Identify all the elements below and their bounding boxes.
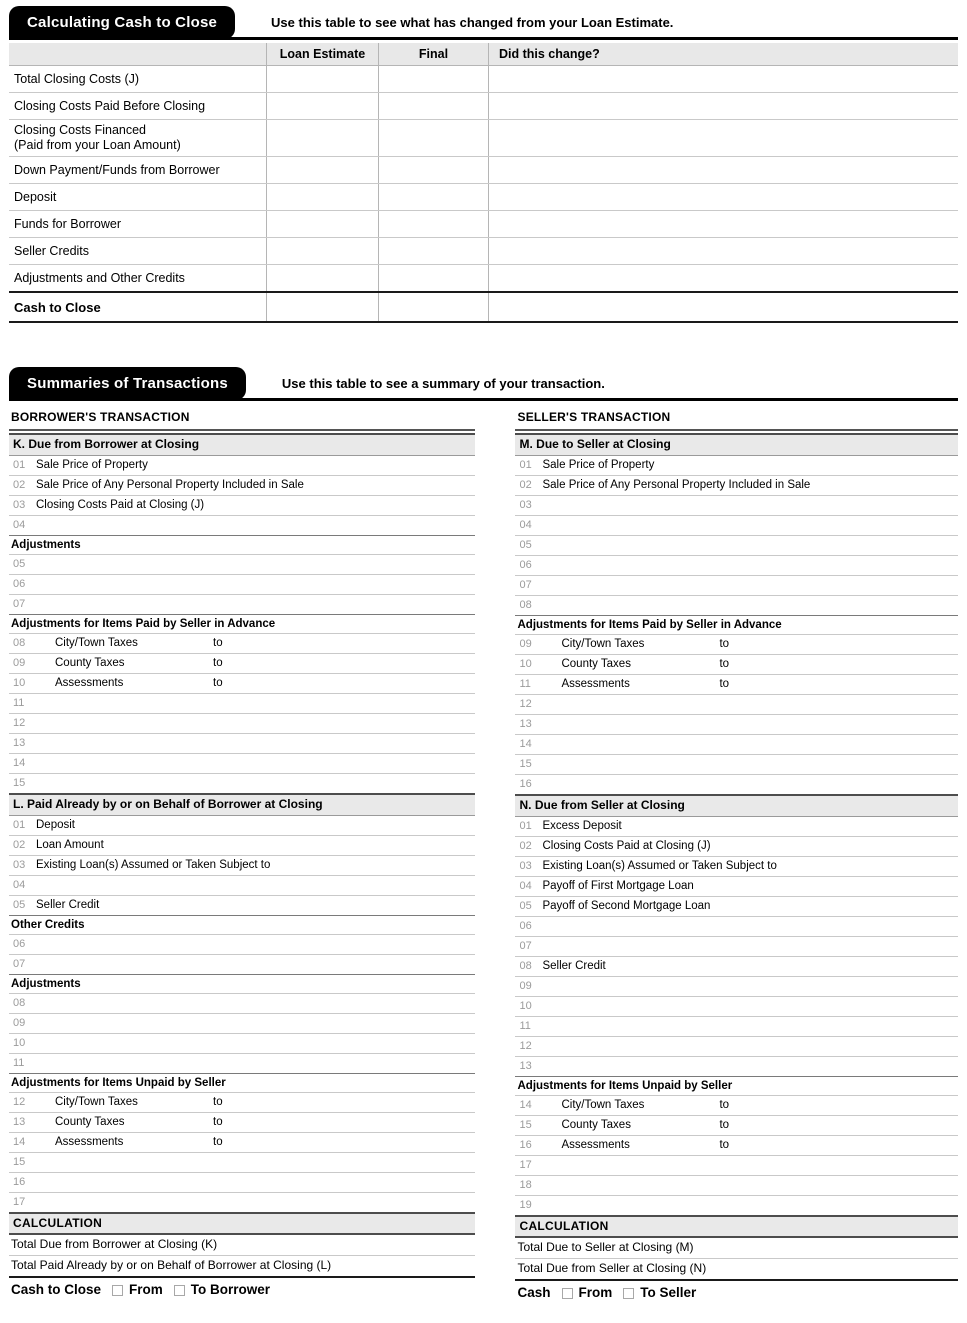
line-item-row [9,516,475,536]
loan-estimate-cell [266,120,378,156]
line-item-row [515,1176,958,1196]
to-label: to [213,657,223,670]
line-number: 10 [13,677,26,690]
summaries-of-transactions-section [9,368,958,1306]
tax-line-row [515,675,958,695]
line-number: 09 [519,638,532,651]
line-label: County Taxes [55,657,125,670]
final-cell [378,120,488,156]
subheader-row: Adjustments [9,535,475,555]
line-number: 13 [519,1060,532,1073]
row-label: Down Payment/Funds from Borrower [14,162,220,177]
row-label: Closing Costs Financed (Paid from your Loan Amount) [14,123,181,152]
row-label: Deposit [14,189,57,204]
line-item-row [515,917,958,937]
line-number: 07 [519,579,532,592]
table-row [9,184,958,211]
line-number: 15 [519,1119,532,1132]
did-this-change-cell [488,211,958,237]
did-this-change-cell [488,66,958,92]
line-item-row [9,1173,475,1193]
loan-estimate-cell [266,211,378,237]
line-label: Assessments [561,1139,630,1152]
section-band: L. Paid Already by or on Behalf of Borrower at Closing [9,793,475,816]
cash-summary-row [515,1279,958,1306]
line-label: Deposit [36,819,75,832]
seller-transaction-title: SELLER'S TRANSACTION [515,407,958,431]
table-body [9,66,958,291]
line-number: 05 [13,899,26,912]
line-item-row [515,1156,958,1176]
line-number: 03 [13,859,26,872]
line-item-row [515,1017,958,1037]
line-item-row [515,456,958,476]
line-label: Seller Credit [542,960,606,973]
final-cell [378,211,488,237]
total-row: Total Due to Seller at Closing (M) [515,1238,958,1259]
calculating-cash-to-close-section [9,7,958,323]
cash-label: Cash [517,1285,551,1301]
line-item-row [9,994,475,1014]
total-row: Total Due from Seller at Closing (N) [515,1259,958,1280]
section-header [9,7,958,40]
seller-rows [515,433,958,1306]
line-item-row [515,476,958,496]
loan-estimate-cell [266,265,378,291]
line-number: 02 [519,840,532,853]
final-cell [378,157,488,183]
section-subtitle: Use this table to see what has changed from your Loan Estimate. [271,14,674,30]
line-number: 16 [13,1176,26,1189]
tax-line-row [9,1133,475,1153]
line-number: 19 [519,1199,532,1212]
table-row [9,120,958,157]
line-number: 06 [13,578,26,591]
to-checkbox[interactable] [623,1288,634,1299]
line-item-row [9,555,475,575]
line-number: 08 [13,997,26,1010]
line-number: 02 [13,479,26,492]
borrower-transaction-column [9,407,475,1306]
did-this-change-cell [488,120,958,156]
calculating-cash-to-close-badge: Calculating Cash to Close [9,6,235,39]
line-number: 07 [13,958,26,971]
row-label: Funds for Borrower [14,216,121,231]
line-label: Excess Deposit [542,820,622,833]
did-this-change-cell [488,93,958,119]
final-cell [378,66,488,92]
loan-estimate-cell [266,157,378,183]
calculation-band: CALCULATION [515,1215,958,1238]
line-item-row [9,1193,475,1213]
line-item-row [515,817,958,837]
line-number: 14 [13,757,26,770]
line-item-row [9,694,475,714]
tax-line-row [9,654,475,674]
line-number: 03 [519,860,532,873]
line-item-row [9,1153,475,1173]
loan-estimate-cell [266,66,378,92]
column-header-did-this-change: Did this change? [488,43,958,65]
line-number: 03 [13,499,26,512]
line-label: City/Town Taxes [55,1096,138,1109]
line-number: 13 [519,718,532,731]
line-item-row [515,496,958,516]
line-item-row [9,1014,475,1034]
line-item-row [9,496,475,516]
line-number: 05 [519,900,532,913]
line-item-row [515,1057,958,1077]
line-item-row [515,556,958,576]
line-item-row [9,856,475,876]
line-number: 13 [13,737,26,750]
from-label: From [578,1285,613,1301]
seller-transaction-column [515,407,958,1306]
line-label: Seller Credit [36,899,100,912]
to-label: to [213,1096,223,1109]
table-row [9,211,958,238]
to-label: to [719,1139,730,1152]
line-label: City/Town Taxes [561,638,645,651]
line-number: 01 [13,819,26,832]
subheader-row: Adjustments [9,974,475,994]
line-number: 06 [13,938,26,951]
line-number: 17 [519,1159,532,1172]
line-number: 04 [519,880,532,893]
line-item-row [9,935,475,955]
total-row: Total Paid Already by or on Behalf of Borrower at Closing (L) [9,1256,475,1277]
line-item-row [515,977,958,997]
line-item-row [515,1196,958,1216]
line-label: City/Town Taxes [561,1099,645,1112]
line-label: Payoff of First Mortgage Loan [542,880,694,893]
line-label: County Taxes [55,1116,125,1129]
line-label: Payoff of Second Mortgage Loan [542,900,711,913]
to-label: to [213,1136,223,1149]
empty-header-cell [9,43,266,65]
table-row [9,157,958,184]
section-band: N. Due from Seller at Closing [515,794,958,817]
loan-estimate-cell [266,293,378,321]
final-cell [378,265,488,291]
did-this-change-cell [488,293,958,321]
loan-estimate-cell [266,238,378,264]
calculation-band: CALCULATION [9,1212,475,1235]
line-item-row [515,735,958,755]
line-number: 16 [519,1139,532,1152]
line-number: 04 [519,519,532,532]
to-label: To Borrower [190,1282,271,1298]
line-item-row [515,877,958,897]
line-item-row [515,1037,958,1057]
to-label: to [719,1099,730,1112]
line-item-row [9,836,475,856]
line-item-row [9,714,475,734]
to-label: to [719,658,730,671]
line-label: Sale Price of Property [542,459,655,472]
table-header-row [9,43,958,66]
subheader-row: Adjustments for Items Paid by Seller in Advance [515,615,958,635]
line-number: 15 [13,777,26,790]
line-label: Closing Costs Paid at Closing (J) [542,840,711,853]
line-number: 09 [13,1017,26,1030]
line-label: Assessments [561,678,630,691]
line-item-row [9,575,475,595]
line-number: 10 [519,1000,532,1013]
total-row: Total Due from Borrower at Closing (K) [9,1235,475,1256]
line-number: 11 [519,678,531,691]
tax-line-row [515,635,958,655]
cash-to-close-total-row [9,291,958,323]
line-number: 11 [13,697,25,710]
column-header-loan-estimate: Loan Estimate [266,43,378,65]
row-label: Cash to Close [14,299,101,315]
line-number: 10 [13,1037,26,1050]
loan-estimate-cell [266,184,378,210]
line-number: 12 [13,717,26,730]
tax-line-row [9,634,475,654]
to-label: to [213,1116,223,1129]
to-label: to [719,678,730,691]
subheader-row: Adjustments for Items Unpaid by Seller [515,1076,958,1096]
row-label: Adjustments and Other Credits [14,270,185,285]
section-subtitle: Use this table to see a summary of your transaction. [281,375,605,391]
line-item-row [515,755,958,775]
line-label: Assessments [55,1136,124,1149]
line-number: 09 [13,657,26,670]
row-label: Seller Credits [14,243,90,258]
line-number: 10 [519,658,532,671]
to-label: to [719,638,730,651]
line-label: Existing Loan(s) Assumed or Taken Subject to [542,860,777,873]
final-cell [378,93,488,119]
line-label: Sale Price of Property [36,459,148,472]
line-item-row [9,1054,475,1074]
line-number: 01 [519,459,532,472]
line-item-row [9,955,475,975]
line-number: 12 [13,1096,26,1109]
line-number: 06 [519,920,532,933]
loan-estimate-cell [266,93,378,119]
line-number: 15 [519,758,532,771]
line-number: 08 [519,960,532,973]
line-number: 01 [519,820,532,833]
line-label: County Taxes [561,658,631,671]
line-item-row [9,754,475,774]
line-number: 07 [519,940,532,953]
line-number: 03 [519,499,532,512]
section-header [9,368,958,401]
line-number: 01 [13,459,26,472]
line-number: 04 [13,879,26,892]
line-number: 09 [519,980,532,993]
line-item-row [9,734,475,754]
from-checkbox[interactable] [112,1285,123,1296]
tax-line-row [515,1116,958,1136]
line-number: 08 [519,599,532,612]
subheader-row: Adjustments for Items Paid by Seller in Advance [9,614,475,634]
cash-summary-row [9,1276,475,1303]
table-row [9,265,958,291]
cash-label: Cash to Close [11,1282,102,1298]
borrower-transaction-title: BORROWER'S TRANSACTION [9,407,475,431]
line-label: Sale Price of Any Personal Property Included in Sale [542,479,811,492]
final-cell [378,184,488,210]
line-number: 02 [519,479,532,492]
did-this-change-cell [488,157,958,183]
did-this-change-cell [488,184,958,210]
line-number: 18 [519,1179,532,1192]
line-number: 12 [519,698,532,711]
line-label: Existing Loan(s) Assumed or Taken Subject to [36,859,271,872]
subheader-row: Other Credits [9,915,475,935]
line-item-row [515,775,958,795]
line-item-row [515,536,958,556]
line-label: County Taxes [561,1119,631,1132]
line-number: 14 [519,1099,532,1112]
line-item-row [515,997,958,1017]
did-this-change-cell [488,265,958,291]
line-item-row [515,957,958,977]
column-header-final: Final [378,43,488,65]
line-item-row [515,857,958,877]
line-number: 12 [519,1040,532,1053]
table-row [9,93,958,120]
line-item-row [515,715,958,735]
to-checkbox[interactable] [174,1285,185,1296]
line-item-row [515,837,958,857]
did-this-change-cell [488,238,958,264]
line-item-row [9,876,475,896]
line-item-row [9,816,475,836]
section-band: M. Due to Seller at Closing [515,433,958,456]
tax-line-row [515,655,958,675]
line-label: Assessments [55,677,124,690]
final-cell [378,293,488,321]
table-row [9,66,958,93]
subheader-row: Adjustments for Items Unpaid by Seller [9,1073,475,1093]
line-item-row [9,896,475,916]
to-label: To Seller [640,1285,697,1301]
line-number: 11 [13,1057,25,1070]
table-row [9,238,958,265]
line-label: Loan Amount [36,839,104,852]
final-cell [378,238,488,264]
line-number: 16 [519,778,532,791]
line-number: 04 [13,519,26,532]
line-number: 05 [519,539,532,552]
tax-line-row [9,674,475,694]
section-band: K. Due from Borrower at Closing [9,433,475,456]
line-label: Closing Costs Paid at Closing (J) [36,499,205,512]
to-label: to [719,1119,730,1132]
tax-line-row [9,1093,475,1113]
line-number: 14 [519,738,532,751]
line-number: 13 [13,1116,26,1129]
line-item-row [515,596,958,616]
line-number: 15 [13,1156,26,1169]
line-item-row [9,456,475,476]
line-item-row [515,576,958,596]
line-item-row [515,516,958,536]
transaction-columns [9,407,958,1306]
line-number: 08 [13,637,26,650]
line-item-row [515,937,958,957]
from-label: From [129,1282,163,1298]
tax-line-row [515,1136,958,1156]
to-label: to [213,677,223,690]
row-label: Closing Costs Paid Before Closing [14,98,206,113]
line-number: 02 [13,839,26,852]
cash-to-close-table [9,43,958,323]
tax-line-row [9,1113,475,1133]
line-item-row [9,774,475,794]
line-number: 11 [519,1020,531,1033]
tax-line-row [515,1096,958,1116]
summaries-of-transactions-badge: Summaries of Transactions [9,367,246,400]
line-number: 07 [13,598,26,611]
line-item-row [515,695,958,715]
line-label: Sale Price of Any Personal Property Included in Sale [36,479,304,492]
row-label: Total Closing Costs (J) [14,71,140,86]
line-number: 14 [13,1136,26,1149]
to-label: to [213,637,223,650]
line-item-row [9,476,475,496]
line-item-row [9,595,475,615]
line-label: City/Town Taxes [55,637,138,650]
from-checkbox[interactable] [562,1288,573,1299]
line-item-row [515,897,958,917]
line-item-row [9,1034,475,1054]
line-number: 05 [13,558,26,571]
line-number: 17 [13,1196,26,1209]
borrower-rows [9,433,475,1303]
line-number: 06 [519,559,532,572]
